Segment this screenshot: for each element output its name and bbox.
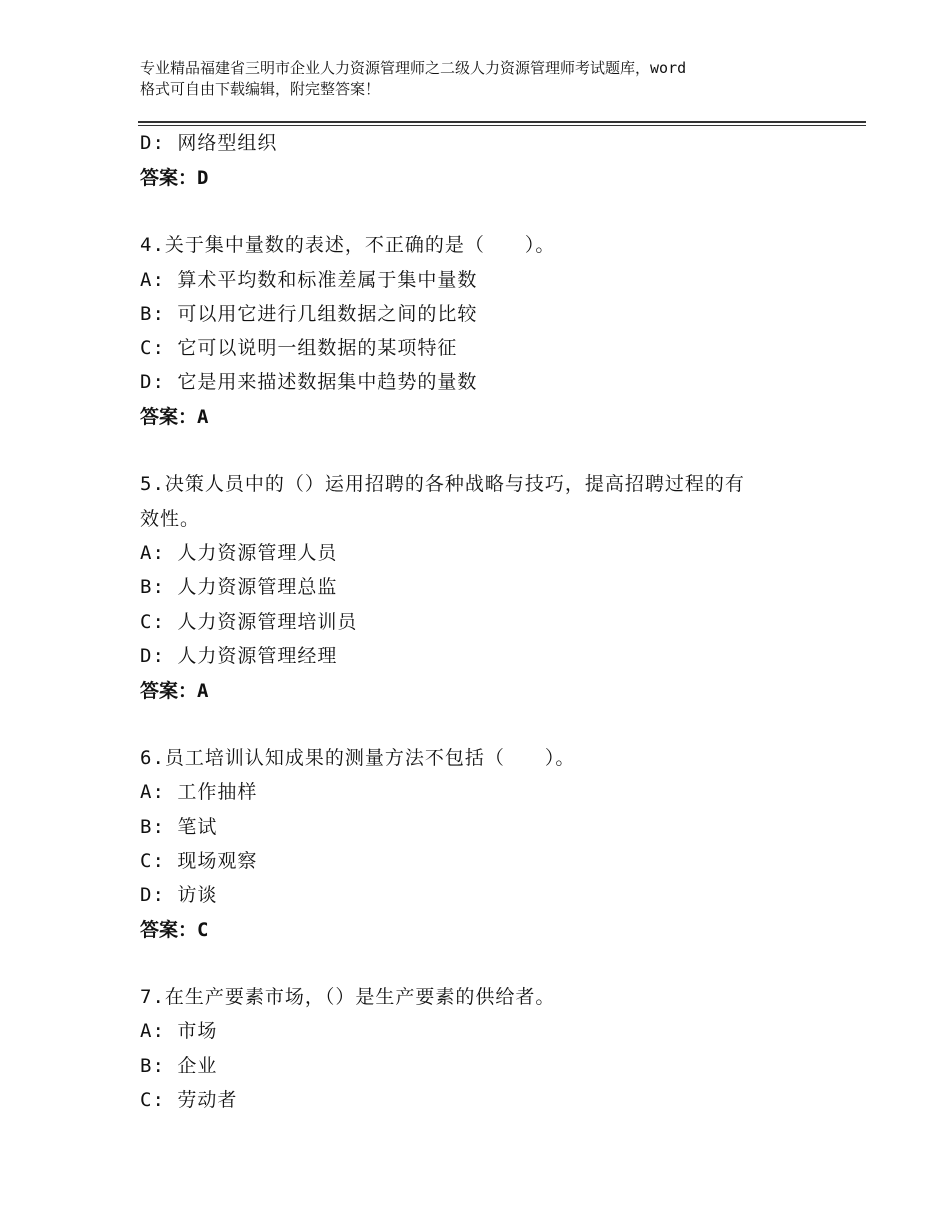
- question-6-option-c: C: 现场观察: [140, 850, 258, 872]
- header-divider-thin: [138, 125, 866, 126]
- question-6-option-d: D: 访谈: [140, 884, 218, 906]
- question-6-option-a: A: 工作抽样: [140, 781, 258, 803]
- document-header: [140, 58, 830, 100]
- question-7-option-a: A: 市场: [140, 1020, 218, 1042]
- answer-value: C: [197, 919, 209, 941]
- question-5-stem-line-1: 5.决策人员中的（）运用招聘的各种战略与技巧，提高招聘过程的有: [140, 473, 745, 495]
- answer-value: D: [197, 167, 209, 189]
- question-3-answer: [140, 166, 840, 190]
- answer-value: A: [197, 406, 209, 428]
- question-7-stem: 7.在生产要素市场，（）是生产要素的供给者。: [140, 986, 556, 1008]
- document-title-line-2: 格式可自由下载编辑，附完整答案！: [140, 80, 381, 98]
- question-6-option-b: B: 笔试: [140, 816, 218, 838]
- question-4-option-c: C: 它可以说明一组数据的某项特征: [140, 337, 458, 359]
- question-4-option-b: B: 可以用它进行几组数据之间的比较: [140, 303, 478, 325]
- question-7-option-c: C: 劳动者: [140, 1089, 238, 1111]
- question-5-option-c: C: 人力资源管理培训员: [140, 611, 358, 633]
- question-5-option-a: A: 人力资源管理人员: [140, 542, 338, 564]
- answer-label: 答案：: [140, 406, 198, 428]
- question-5-answer: [140, 679, 840, 703]
- question-5-stem-line-2: 效性。: [140, 508, 201, 530]
- question-5-option-b: B: 人力资源管理总监: [140, 576, 338, 598]
- question-7-option-b: B: 企业: [140, 1055, 218, 1077]
- header-divider-thick: [138, 121, 866, 123]
- question-4-option-a: A: 算术平均数和标准差属于集中量数: [140, 269, 478, 291]
- answer-label: 答案：: [140, 919, 198, 941]
- question-4-option-d: D: 它是用来描述数据集中趋势的量数: [140, 371, 478, 393]
- document-title-line-1: 专业精品福建省三明市企业人力资源管理师之二级人力资源管理师考试题库，word: [140, 59, 687, 77]
- question-6-stem: 6.员工培训认知成果的测量方法不包括（ ）。: [140, 747, 576, 769]
- question-4-stem: 4.关于集中量数的表述，不正确的是（ ）。: [140, 234, 556, 256]
- question-4-answer: [140, 405, 840, 429]
- question-6-answer: [140, 918, 840, 942]
- answer-value: A: [197, 680, 209, 702]
- answer-label: 答案：: [140, 680, 198, 702]
- question-3-option-d: D: 网络型组织: [140, 132, 278, 154]
- answer-label: 答案：: [140, 167, 198, 189]
- question-5-option-d: D: 人力资源管理经理: [140, 645, 338, 667]
